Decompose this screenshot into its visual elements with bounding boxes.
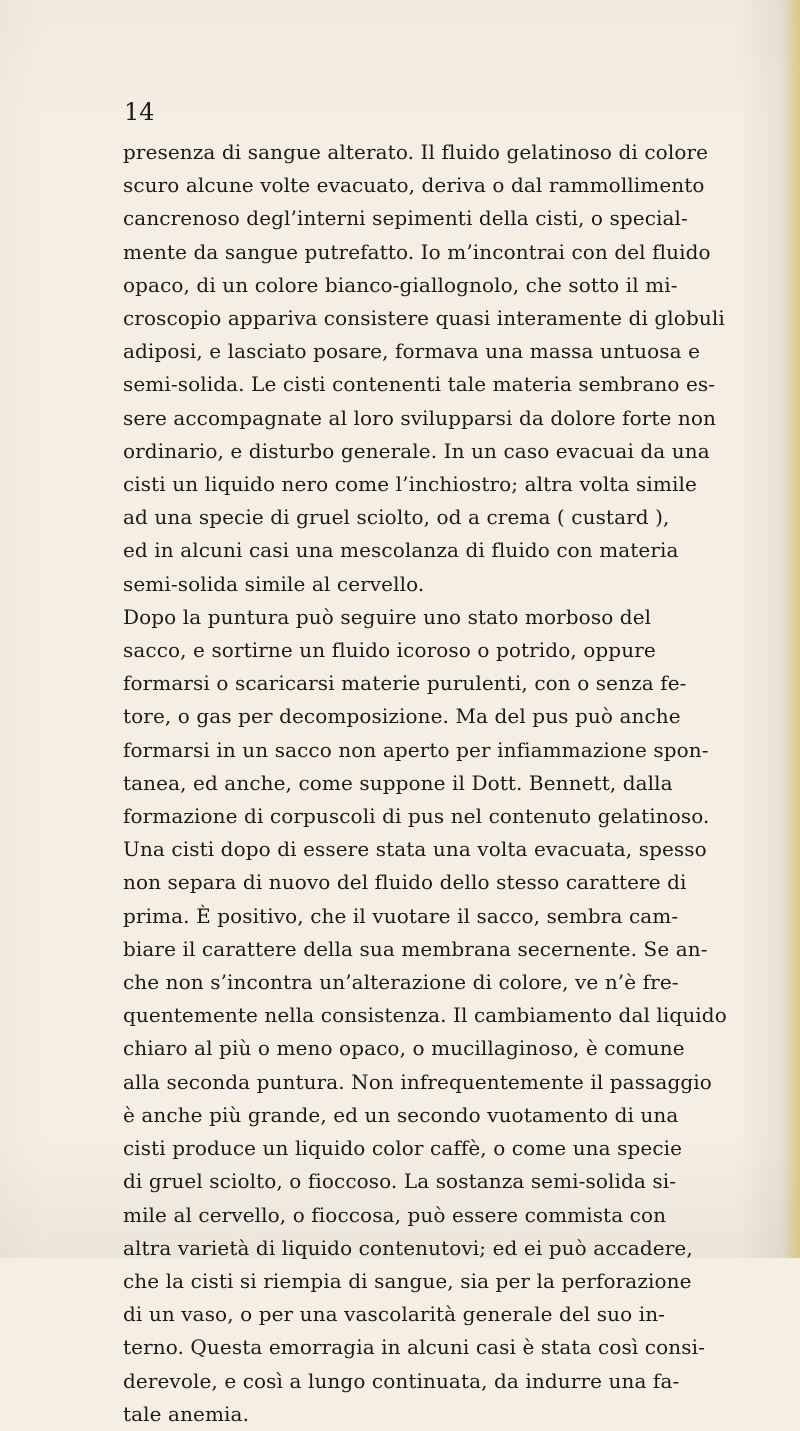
text-line: chiaro al più o meno opaco, o mucillaginoso, è comune — [123, 1036, 685, 1061]
text-line: presenza di sangue alterato. Il fluido gelatinoso di colore — [123, 140, 709, 164]
text-line: mile al cervello, o fioccosa, può essere commista con — [123, 1202, 667, 1227]
page-number: 14 — [124, 98, 155, 126]
page-edge-shadow — [782, 0, 800, 1258]
body-text — [123, 136, 727, 1431]
text-line: è anche più grande, ed un secondo vuotamento di una — [123, 1102, 679, 1127]
text-line: altra varietà di liquido contenutovi; ed ei può accadere, — [123, 1235, 693, 1260]
text-line: quentemente nella consistenza. Il cambiamento dal liquido — [123, 1003, 727, 1028]
text-line: terno. Questa emorragia in alcuni casi è stata così consi- — [123, 1335, 705, 1360]
text-line: di gruel sciolto, o fioccoso. La sostanza semi-solida si- — [123, 1169, 677, 1194]
text-line: cisti produce un liquido color caffè, o come una specie — [123, 1136, 683, 1161]
text-line: prima. È positivo, che il vuotare il sacco, sembra cam- — [123, 903, 679, 928]
text-line: ad una specie di gruel sciolto, od a crema ( custard ), — [123, 505, 670, 530]
text-line: che non s’incontra un’alterazione di colore, ve n’è fre- — [123, 970, 679, 995]
text-line: adiposi, e lasciato posare, formava una massa untuosa e — [123, 339, 701, 364]
text-line: Una cisti dopo di essere stata una volta evacuata, spesso — [123, 837, 707, 862]
text-line: Dopo la puntura può seguire uno stato morboso del — [123, 604, 652, 629]
text-line: formarsi in un sacco non aperto per infiammazione spon- — [123, 737, 709, 762]
text-line: sacco, e sortirne un fluido icoroso o potrido, oppure — [123, 638, 656, 663]
text-line: cisti un liquido nero come l’inchiostro; altra volta simile — [123, 472, 697, 497]
text-line: sere accompagnate al loro svilupparsi da dolore forte non — [123, 405, 717, 430]
text-line: tanea, ed anche, come suppone il Dott. Bennett, dalla — [123, 770, 673, 795]
text-line: biare il carattere della sua membrana secernente. Se an- — [123, 936, 708, 961]
text-line: non separa di nuovo del fluido dello stesso carattere di — [123, 870, 687, 895]
text-line: tore, o gas per decomposizione. Ma del pus può anche — [123, 704, 681, 729]
text-line: cancrenoso degl’interni sepimenti della cisti, o special- — [123, 206, 688, 231]
text-line: mente da sangue putrefatto. Io m’incontrai con del fluido — [123, 239, 711, 264]
text-line: alla seconda puntura. Non infrequentemente il passaggio — [123, 1069, 712, 1094]
text-line: scuro alcune volte evacuato, deriva o dal rammollimento — [123, 173, 705, 198]
text-line: formarsi o scaricarsi materie purulenti, con o senza fe- — [123, 671, 687, 696]
text-line: semi-solida simile al cervello. — [123, 571, 425, 596]
text-line: ordinario, e disturbo generale. In un caso evacuai da una — [123, 438, 710, 463]
text-line: opaco, di un colore bianco-giallognolo, che sotto il mi- — [123, 272, 678, 297]
text-line: derevole, e così a lungo continuata, da indurre una fa- — [123, 1368, 680, 1393]
text-line: ed in alcuni casi una mescolanza di fluido con materia — [123, 538, 679, 563]
text-line: formazione di corpuscoli di pus nel contenuto gelatinoso. — [123, 804, 710, 829]
text-line: croscopio appariva consistere quasi interamente di globuli — [123, 306, 725, 331]
text-line: che la cisti si riempia di sangue, sia per la perforazione — [123, 1268, 692, 1293]
text-line: tale anemia. — [123, 1401, 250, 1426]
text-line: semi-solida. Le cisti contenenti tale materia sembrano es- — [123, 372, 716, 397]
text-line: di un vaso, o per una vascolarità generale del suo in- — [123, 1302, 666, 1327]
